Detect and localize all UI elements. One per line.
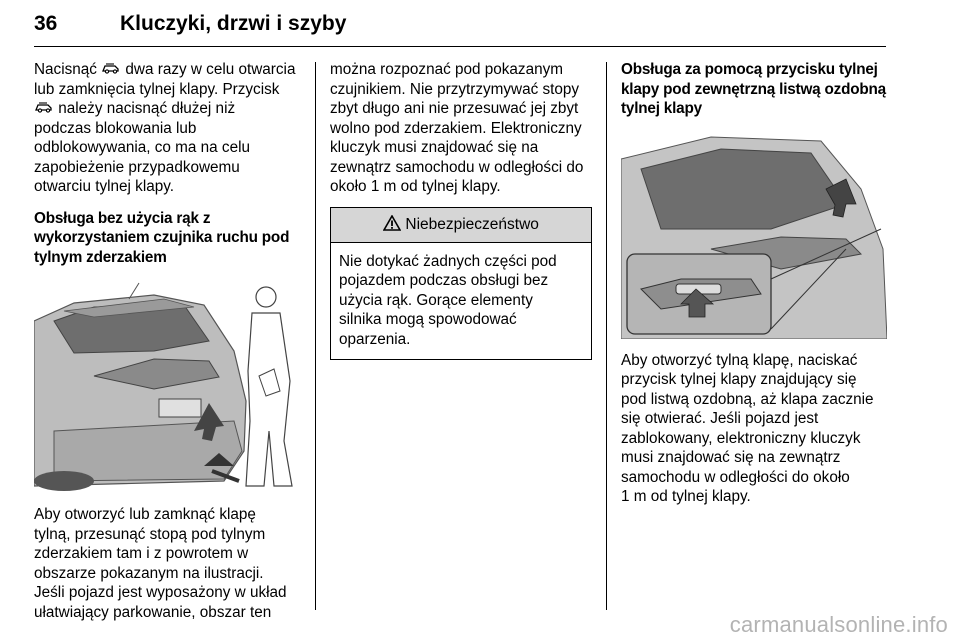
text-line: zapobieżenie przypadkowemu bbox=[34, 158, 240, 176]
warning-body: Nie dotykać żadnych części pod pojazdem podczas obsługi bez użycia rąk. Gorące elementy silnika mogą spowodować oparzenia. bbox=[339, 252, 557, 348]
text-line: Nacisnąć dwa razy w celu otwarcia bbox=[34, 61, 296, 78]
car-key-icon bbox=[101, 62, 121, 74]
watermark: carmanualsonline.info bbox=[729, 612, 948, 637]
car-key-icon bbox=[34, 101, 54, 113]
page-title: Kluczyki, drzwi i szyby bbox=[120, 12, 347, 35]
section-heading: Obsługa bez użycia rąk z wykorzystaniem czujnika ruchu pod tylnym zderzakiem bbox=[34, 209, 290, 266]
text-line: lub zamknięcia tylnej klapy. Przycisk bbox=[34, 80, 280, 98]
text-line: należy nacisnąć dłużej niż bbox=[34, 99, 302, 119]
text-line: odblokowywania, co ma na celu bbox=[34, 139, 250, 156]
page-header bbox=[34, 6, 886, 47]
foot-sensor-illustration bbox=[34, 281, 302, 491]
column-divider bbox=[606, 62, 607, 610]
instruction-paragraph: Aby otworzyć lub zamknąć klapę tylną, przesunąć stopą pod tylnym zderzakiem tam i z powrotem w obszarze pokazanym na ilustracji. Jeśli pojazd jest wyposażony w układ ułatwiający parkowanie, obszar ten bbox=[34, 506, 287, 621]
warning-header bbox=[331, 208, 591, 243]
section-heading: Obsługa za pomocą przycisku tylnej klapy pod zewnętrzną listwą ozdobną tylnej klapy bbox=[621, 61, 886, 117]
warning-title: Niebezpieczeństwo bbox=[405, 215, 539, 233]
text-line: otwarciu tylnej klapy. bbox=[34, 178, 174, 195]
intro-paragraph bbox=[34, 60, 302, 197]
page-number: 36 bbox=[34, 12, 58, 35]
instruction-paragraph: Aby otworzyć tylną klapę, naciskać przycisk tylnej klapy znajdujący się pod listwą ozdobną, aż klapa zacznie się otwierać. Jeśli pojazd jest zablokowany, elektroniczny kluczyk musi znajdować się na zewnątrz samochodu w odległości do około 1 m od tylnej klapy. bbox=[621, 351, 874, 505]
text-line: podczas blokowania lub bbox=[34, 119, 197, 137]
column-1 bbox=[34, 60, 302, 622]
column-3 bbox=[621, 60, 889, 507]
continuation-paragraph: można rozpoznać pod pokazanym czujnikiem. Nie przytrzymywać stopy zbyt długo ani nie przesuwać jej zbyt wolno pod zderzakiem. Elektroniczny kluczyk musi znajdować się na zewnątrz samochodu w odległości do około 1 m od tylnej klapy. bbox=[330, 61, 584, 195]
warning-triangle-icon bbox=[383, 215, 401, 231]
column-2 bbox=[330, 60, 592, 360]
column-divider bbox=[315, 62, 316, 610]
warning-box bbox=[330, 207, 592, 361]
tailgate-button-illustration bbox=[621, 129, 887, 339]
